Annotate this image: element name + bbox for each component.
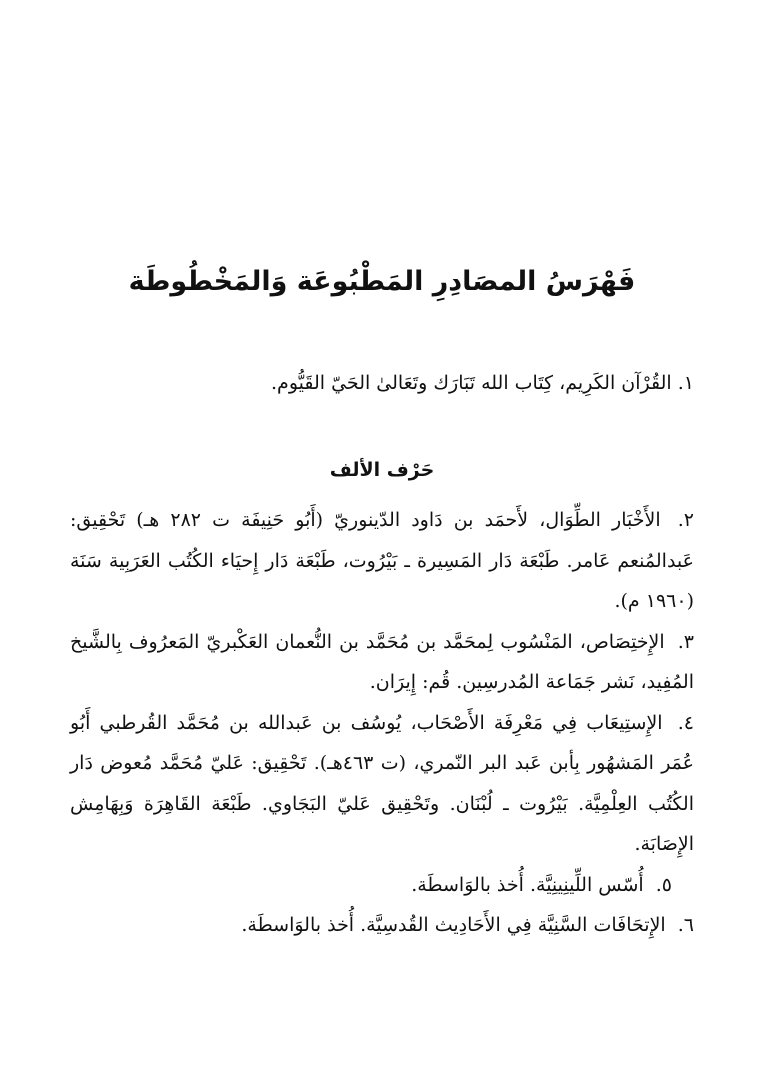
first-entry	[70, 362, 694, 404]
bibliography-entry	[70, 703, 694, 865]
bibliography-entry	[70, 622, 694, 703]
bibliography-entry	[70, 865, 694, 906]
entry-text: أُسّس اللِّينِينِيَّة. أُخذ بالوَاسطَة.	[411, 873, 644, 896]
entry-text: القُرْآن الكَرِيم، كِتَاب الله تَبَارَك وتَعَالىٰ الحَيّ القَيُّوم.	[271, 372, 672, 394]
entry-number: ٤.	[677, 711, 694, 734]
entry-text: الإِختِصَاص، المَنْسُوب لِمحَمَّد بن مُحَمَّد بن النُّعمان العَكْبريّ المَعرُوف بِالشَّيخ المُفِيد، نَشر جَمَاعة المُدرسِين. قُم: إِيرَان.	[70, 630, 694, 693]
entry-number: ١.	[677, 372, 694, 394]
page-title: فَهْرَسُ المصَادِرِ المَطْبُوعَة وَالمَخْطُوطَة	[128, 266, 636, 297]
entry-text: الإِستِيعَاب فِي مَعْرِفَة الأَصْحَاب، يُوسُف بن عَبدالله بن مُحَمَّد القُرطبي أَبُو عُمَر المَشهُور بِأبن عَبد البر النّمري، (ت ٤٦٣هـ). تَحْقِيق: عَليّ مُحَمَّد مُعوض دَار الكُتُب العِلْمِيَّة. بَيْرُوت ـ لُبْنَان. وتَحْقِيق عَليّ البَجَاوي. طَبْعَة القَاهِرَة وَبِهَامِش الإِصَابَة.	[70, 711, 695, 855]
bibliography-list	[70, 500, 694, 946]
entry-number: ٦.	[677, 914, 694, 936]
entry-number: ٢.	[677, 509, 694, 531]
entry-number: ٥.	[655, 873, 672, 896]
bibliography-entry	[70, 500, 694, 622]
document-page	[70, 0, 694, 1082]
entry-text: الأَخْبَار الطِّوَال، لأَحمَد بن دَاود الدّينوريّ (أَبُو حَنِيفَة ت ٢٨٢ هـ) تَحْقِيق: عَبدالمُنعم عَامر. طَبْعَة دَار المَسِيرة ـ بَيْرُوت، طَبْعَة دَار إِحيَاء الكُتُب العَرَبِية سَنَة (١٩٦٠ م).	[70, 509, 694, 612]
entry-number: ٣.	[677, 630, 694, 653]
bibliography-entry	[70, 905, 694, 946]
entry-text: الإِتحَافَات السَّنِيَّة فِي الأَحَادِيث القُدسِيَّة. أُخذ بالوَاسطَة.	[241, 914, 666, 936]
section-heading: حَرْف الألف	[329, 459, 435, 481]
